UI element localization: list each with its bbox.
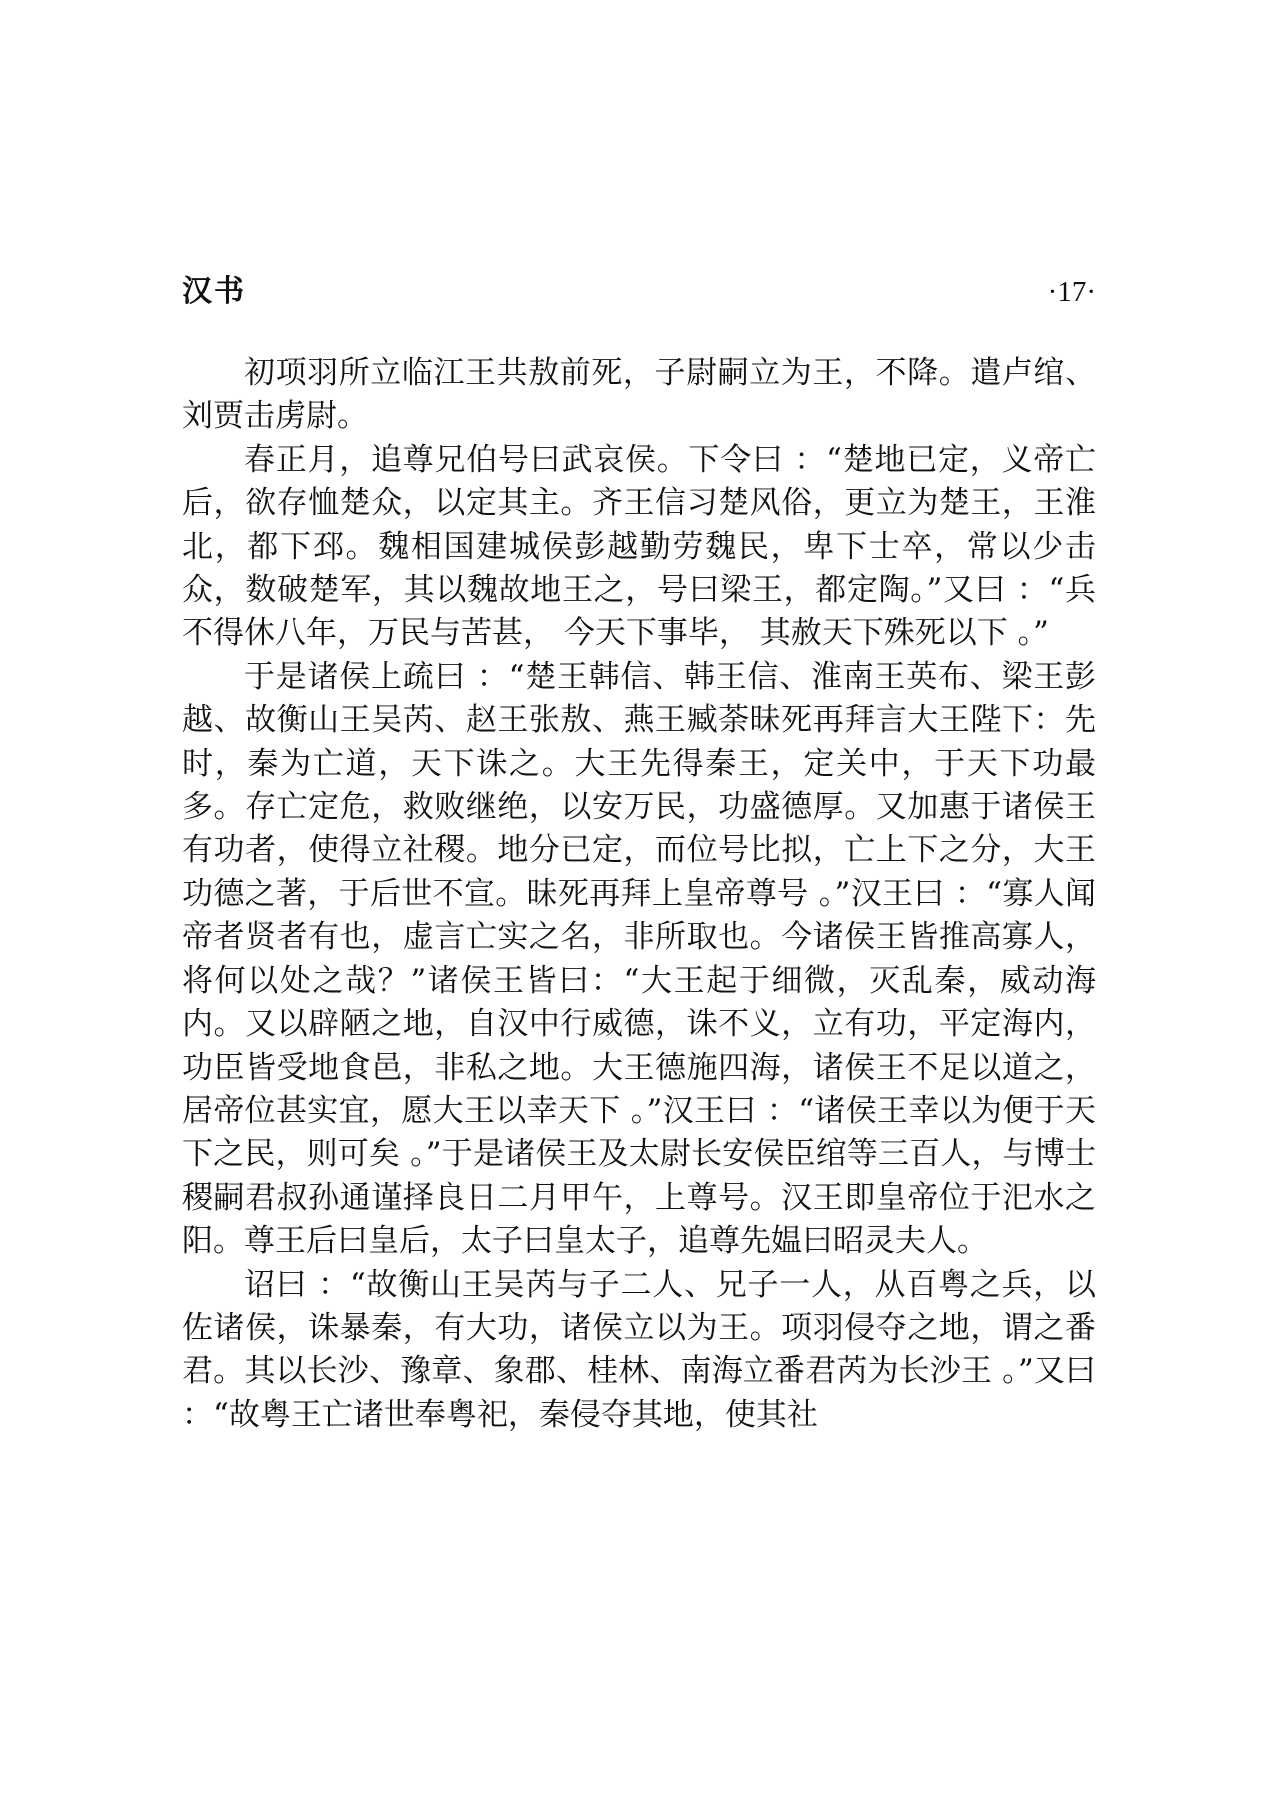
paragraph: 诏曰 ：“故衡山王吴芮与子二人、兄子一人，从百粤之兵，以佐诸侯，诛暴秦，有大功，诸侯立以为王。项羽侵夺之地，谓之番君。其以长沙、豫章、象郡、桂林、南海立番君芮为长沙王 。”又曰 ：“故粤王亡诸世奉粤祀，秦侵夺其地，使其社 xyxy=(182,1266,1096,1433)
body-text xyxy=(182,352,1096,1437)
paragraph: 初项羽所立临江王共敖前死，子尉嗣立为王，不降。遣卢绾、刘贾击虏尉。 xyxy=(182,355,1096,435)
page-number: ·17· xyxy=(1047,276,1096,308)
running-header xyxy=(182,268,1096,316)
paragraph: 春正月，追尊兄伯号曰武哀侯。下令曰 ：“楚地已定，义帝亡后，欲存恤楚众，以定其主。齐王信习楚风俗，更立为楚王，王淮北，都下邳。魏相国建城侯彭越勤劳魏民，卑下士卒，常以少击众，数破楚军，其以魏故地王之，号曰梁王，都定陶。”又曰 ：“兵不得休八年，万民与苦甚， 今天下事毕， 其赦天下殊死以下 。” xyxy=(182,441,1096,652)
book-title: 汉书 xyxy=(182,274,246,309)
paragraph: 于是诸侯上疏曰 ：“楚王韩信、韩王信、淮南王英布、梁王彭越、故衡山王吴芮、赵王张敖、燕王臧荼昧死再拜言大王陛下：先时，秦为亡道，天下诛之。大王先得秦王，定关中，于天下功最多。存亡定危，救败继绝，以安万民，功盛德厚。又加惠于诸侯王有功者，使得立社稷。地分已定，而位号比拟，亡上下之分，大王功德之著，于后世不宣。昧死再拜上皇帝尊号 。”汉王曰 ：“寡人闻帝者贤者有也，虚言亡实之名，非所取也。今诸侯王皆推高寡人，将何以处之哉？”诸侯王皆曰：“大王起于细微，灭乱秦，威动海内。又以辟陋之地，自汉中行威德，诛不义，立有功，平定海内，功臣皆受地食邑，非私之地。大王德施四海，诸侯王不足以道之，居帝位甚实宜，愿大王以幸天下 。”汉王曰 ：“诸侯王幸以为便于天下之民，则可矣 。”于是诸侯王及太尉长安侯臣绾等三百人，与博士稷嗣君叔孙通谨择良日二月甲午，上尊号。汉王即皇帝位于汜水之阳。尊王后曰皇后，太子曰皇太子，追尊先媪曰昭灵夫人。 xyxy=(182,658,1096,1260)
